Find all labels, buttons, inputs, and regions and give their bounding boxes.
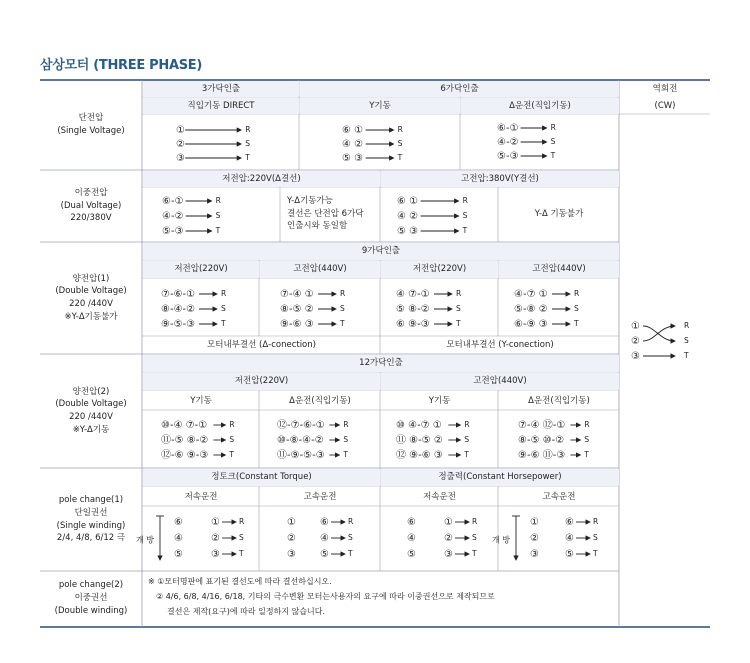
terminal-b2_y_low-2: ⑪-⑤ ⑧-② bbox=[161, 435, 209, 446]
header-delta-run: Δ운전(직입기동) bbox=[461, 98, 619, 114]
header-constant-torque: 정토크(Constant Torque) bbox=[143, 469, 380, 486]
header-b2-y-1: Y기동 bbox=[190, 395, 212, 406]
terminal-single_d-3: ⑤-③ bbox=[497, 151, 519, 162]
phase-p_chp_low_r-2: S bbox=[472, 533, 477, 542]
row-label-pole2: pole change(2) 이중권선 (Double winding) bbox=[54, 580, 128, 616]
phase-b2_y_low-3: T bbox=[229, 450, 234, 459]
phase-b2_d_low-1: R bbox=[343, 420, 349, 429]
terminal-b2_y_high-1: ⑩ ④-⑦ ① bbox=[396, 420, 442, 431]
terminal-b1_high2-1: ④-⑦ ① bbox=[514, 289, 548, 300]
reverse-arrow-2 bbox=[643, 326, 675, 341]
terminal-b1_high2-2: ⑤-⑧ ② bbox=[514, 304, 548, 315]
terminal-b2_y_high-3: ⑫ ⑨-⑥ ③ bbox=[396, 450, 443, 461]
phase-b2_d_low-3: T bbox=[343, 450, 348, 459]
header-direct: 직입기동 DIRECT bbox=[143, 98, 299, 114]
terminal-p_ct_low_l-2: ④ bbox=[174, 533, 183, 544]
terminal-p_ct_high_l-1: ① bbox=[287, 517, 296, 528]
phase-b2_y_low-2: S bbox=[229, 435, 235, 444]
terminal-b2_d_low-2: ⑩-⑧-④-② bbox=[277, 435, 324, 446]
header-b1-high-1: 고전압(440V) bbox=[260, 261, 380, 278]
row-label-double2: 양전압(2) (Double Voltage) 220 /440V ※Y-Δ기동 bbox=[55, 386, 127, 435]
phase-b1_low1-3: T bbox=[221, 319, 226, 328]
terminal-b2_y_low-1: ⑩-④ ⑦-① bbox=[161, 420, 208, 431]
terminal-b2_d_high-1: ⑦-④ ⑫-① bbox=[518, 420, 566, 431]
terminal-dual_high-2: ④ ② bbox=[397, 211, 419, 222]
phase-p_ct_low_r-2: S bbox=[239, 533, 244, 542]
reverse-arrow-1 bbox=[643, 326, 675, 341]
phase-single_y-2: S bbox=[397, 139, 403, 148]
terminal-p_chp_high_l-2: ② bbox=[530, 533, 539, 544]
dual-note-yd-possible: Y-Δ기동가능 결선은 단전압 6가닥 인출시와 동일함 bbox=[287, 195, 364, 232]
reverse-terminal-2: ② bbox=[631, 336, 640, 347]
reverse-phase-r: R bbox=[684, 321, 690, 330]
terminal-b1_high2-3: ⑥-⑨ ③ bbox=[514, 319, 548, 330]
header-b1-low-2: 저전압(220V) bbox=[381, 261, 498, 278]
phase-b2_d_low-2: S bbox=[343, 435, 349, 444]
phase-dual_high-3: T bbox=[462, 226, 468, 235]
internal-delta: 모터내부결선 (Δ-conection) bbox=[207, 339, 316, 350]
phase-single_y-3: T bbox=[397, 153, 403, 162]
terminal-p_chp_low_r-2: ② bbox=[444, 533, 453, 544]
header-chp-low: 저속운전 bbox=[423, 491, 456, 502]
phase-b1_low1-2: S bbox=[221, 304, 226, 313]
header-reverse: 역회전 bbox=[652, 83, 678, 94]
phase-p_ct_high_r-1: R bbox=[348, 517, 354, 526]
terminal-b2_d_high-2: ⑧-⑤ ⑩-② bbox=[518, 435, 565, 446]
phase-p_chp_low_r-1: R bbox=[472, 517, 478, 526]
reverse-terminal-3: ③ bbox=[631, 351, 640, 362]
phase-p_chp_high_r-3: T bbox=[593, 549, 598, 558]
terminal-p_ct_high_l-2: ② bbox=[287, 533, 296, 544]
phase-b2_d_high-2: S bbox=[584, 435, 590, 444]
phase-dual_high-1: R bbox=[462, 196, 468, 205]
phase-p_chp_high_r-1: R bbox=[593, 517, 599, 526]
terminal-b2_d_low-1: ⑫-⑦-⑥-① bbox=[277, 420, 325, 431]
terminal-b1_low2-3: ⑥ ⑨-③ bbox=[396, 319, 430, 330]
header-b2-low: 저전압(220V) bbox=[143, 373, 380, 390]
terminal-p_chp_low_l-1: ⑥ bbox=[407, 517, 416, 528]
terminal-p_ct_high_r-3: ⑤ bbox=[320, 549, 329, 560]
terminal-b2_y_high-2: ⑪ ⑧-⑤ ② bbox=[396, 435, 443, 446]
phase-b1_high1-3: T bbox=[340, 319, 345, 328]
header-b1-high-2: 고전압(440V) bbox=[499, 261, 619, 278]
open-label: 개 방 bbox=[136, 535, 154, 545]
terminal-single_d-1: ⑥-① bbox=[497, 123, 519, 134]
header-9-leads: 9가닥인출 bbox=[143, 243, 619, 260]
header-constant-hp: 정출력(Constant Horsepower) bbox=[381, 469, 619, 486]
phase-p_chp_low_r-3: T bbox=[472, 549, 477, 558]
terminal-single_y-3: ⑤ ③ bbox=[342, 153, 364, 164]
terminal-p_chp_low_l-2: ④ bbox=[407, 533, 416, 544]
phase-dual_high-2: S bbox=[462, 211, 468, 220]
phase-single_direct-3: T bbox=[245, 153, 250, 162]
header-12-leads: 12가닥인출 bbox=[143, 355, 619, 372]
terminal-single_y-1: ⑥ ① bbox=[342, 125, 364, 136]
phase-p_chp_high_r-2: S bbox=[593, 533, 598, 542]
terminal-b1_low2-1: ④ ⑦-① bbox=[396, 289, 430, 300]
footnote-3: 결선은 제작(요구)에 따라 일정하지 않습니다. bbox=[167, 607, 326, 616]
phase-p_ct_high_r-3: T bbox=[348, 549, 353, 558]
phase-single_direct-2: S bbox=[245, 139, 250, 148]
header-reverse-cw: (CW) bbox=[654, 100, 676, 111]
terminal-p_chp_low_l-3: ⑤ bbox=[407, 549, 416, 560]
phase-b1_high1-1: R bbox=[340, 289, 346, 298]
row-label-double1: 양전압(1) (Double Voltage) 220 /440V ※Y-Δ기동불가 bbox=[55, 273, 127, 322]
terminal-single_direct-2: ② bbox=[176, 139, 185, 150]
open-label: 개 방 bbox=[492, 535, 510, 545]
terminal-b1_high1-2: ⑧-⑤ ② bbox=[280, 304, 314, 315]
phase-b2_d_high-3: T bbox=[584, 450, 589, 459]
phase-dual_low-1: R bbox=[215, 196, 221, 205]
terminal-p_chp_low_r-1: ① bbox=[444, 517, 453, 528]
phase-b1_low2-3: T bbox=[456, 319, 461, 328]
header-dual-high: 고전압:380V(Y결선) bbox=[381, 171, 619, 187]
terminal-single_d-2: ④-② bbox=[497, 137, 519, 148]
header-b1-low-1: 저전압(220V) bbox=[143, 261, 259, 278]
header-ct-low: 저속운전 bbox=[184, 491, 218, 502]
phase-b1_low1-1: R bbox=[221, 289, 227, 298]
terminal-p_ct_high_r-2: ④ bbox=[320, 533, 329, 544]
terminal-p_chp_high_r-2: ④ bbox=[565, 533, 574, 544]
header-b2-d-2: Δ운전(직입기동) bbox=[528, 395, 590, 406]
reverse-terminal-1: ① bbox=[631, 321, 640, 332]
terminal-dual_high-1: ⑥ ① bbox=[397, 196, 419, 207]
terminal-dual_high-3: ⑤ ③ bbox=[397, 226, 419, 237]
phase-b2_y_high-1: R bbox=[464, 420, 470, 429]
terminal-b2_y_low-3: ⑫-⑥ ⑨-③ bbox=[161, 450, 209, 461]
terminal-p_ct_high_r-1: ⑥ bbox=[320, 517, 329, 528]
row-label-dual: 이중전압 (Dual Voltage) 220/380V bbox=[60, 187, 122, 224]
terminal-p_ct_low_l-3: ⑤ bbox=[174, 549, 183, 560]
terminal-b1_high1-1: ⑦-④ ① bbox=[280, 289, 314, 300]
header-ct-high: 고속운전 bbox=[303, 491, 337, 502]
phase-b1_high2-1: R bbox=[574, 289, 580, 298]
page-title: 삼상모터 (THREE PHASE) bbox=[40, 58, 202, 73]
phase-single_y-1: R bbox=[397, 125, 403, 134]
reverse-phase-t: T bbox=[684, 351, 689, 360]
row-label-single: 단전압 (Single Voltage) bbox=[57, 113, 125, 136]
phase-p_ct_low_r-3: T bbox=[239, 549, 244, 558]
terminal-single_direct-3: ③ bbox=[176, 153, 185, 164]
phase-dual_low-2: S bbox=[215, 211, 221, 220]
phase-single_d-3: T bbox=[550, 151, 556, 160]
footnote-2: ② 4/6, 6/8, 4/16, 6/18, 기타의 극수변환 모터는사용자의 요구에 따라 이중권선으로 제작되므로 bbox=[156, 592, 495, 601]
terminal-single_direct-1: ① bbox=[176, 125, 185, 136]
terminal-single_y-2: ④ ② bbox=[342, 139, 364, 150]
header-dual-low: 저전압:220V(Δ결선) bbox=[143, 171, 380, 187]
phase-single_d-2: S bbox=[550, 137, 556, 146]
phase-b1_high2-3: T bbox=[574, 319, 579, 328]
terminal-p_chp_high_l-1: ① bbox=[530, 517, 539, 528]
terminal-b1_low1-2: ⑧-④-② bbox=[161, 304, 196, 315]
terminal-dual_low-2: ④-② bbox=[162, 211, 184, 222]
terminal-b1_low1-3: ⑨-⑤-③ bbox=[161, 319, 196, 330]
reverse-phase-s: S bbox=[684, 336, 689, 345]
phase-b2_y_high-2: S bbox=[464, 435, 470, 444]
phase-single_d-1: R bbox=[550, 123, 556, 132]
terminal-p_ct_low_l-1: ⑥ bbox=[174, 517, 183, 528]
phase-dual_low-3: T bbox=[215, 226, 221, 235]
header-b2-d-1: Δ운전(직입기동) bbox=[289, 395, 351, 406]
terminal-b2_d_high-3: ⑨-⑥ ⑪-③ bbox=[518, 450, 566, 461]
internal-y: 모터내부결선 (Y-conection) bbox=[446, 339, 554, 350]
phase-b1_low2-1: R bbox=[456, 289, 462, 298]
terminal-b1_low2-2: ⑤ ⑧-② bbox=[396, 304, 430, 315]
phase-p_ct_high_r-2: S bbox=[348, 533, 353, 542]
terminal-p_ct_low_r-3: ③ bbox=[211, 549, 220, 560]
terminal-dual_low-1: ⑥-① bbox=[162, 196, 184, 207]
phase-b1_high1-2: S bbox=[340, 304, 345, 313]
dual-note-yd-impossible: Y-Δ 기동불가 bbox=[534, 208, 584, 219]
phase-b2_y_high-3: T bbox=[464, 450, 469, 459]
phase-single_direct-1: R bbox=[245, 125, 251, 134]
header-3-leads: 3가닥인출 bbox=[143, 81, 299, 97]
terminal-p_chp_high_l-3: ③ bbox=[530, 549, 539, 560]
terminal-dual_low-3: ⑤-③ bbox=[162, 226, 184, 237]
terminal-b2_d_low-3: ⑪-⑨-⑤-③ bbox=[277, 450, 325, 461]
terminal-p_ct_high_l-3: ③ bbox=[287, 549, 296, 560]
terminal-p_chp_low_r-3: ③ bbox=[444, 549, 453, 560]
phase-b1_high2-2: S bbox=[574, 304, 579, 313]
terminal-p_chp_high_r-1: ⑥ bbox=[565, 517, 574, 528]
terminal-p_chp_high_r-3: ⑤ bbox=[565, 549, 574, 560]
phase-b2_y_low-1: R bbox=[229, 420, 235, 429]
row-label-pole1: pole change(1) 단일권선 (Single winding) 2/4, 4/8, 6/12 극 bbox=[56, 495, 126, 544]
terminal-b1_low1-1: ⑦-⑥-① bbox=[161, 289, 196, 300]
header-b2-high: 고전압(440V) bbox=[381, 373, 619, 390]
terminal-p_ct_low_r-2: ② bbox=[211, 533, 220, 544]
terminal-b1_high1-3: ⑨-⑥ ③ bbox=[280, 319, 314, 330]
header-b2-y-2: Y기동 bbox=[428, 395, 451, 406]
header-chp-high: 고속운전 bbox=[542, 491, 576, 502]
phase-b1_low2-2: S bbox=[456, 304, 461, 313]
terminal-p_ct_low_r-1: ① bbox=[211, 517, 220, 528]
phase-p_ct_low_r-1: R bbox=[239, 517, 245, 526]
header-y-start: Y기동 bbox=[300, 98, 460, 114]
header-6-leads: 6가닥인출 bbox=[300, 81, 619, 97]
phase-b2_d_high-1: R bbox=[584, 420, 590, 429]
footnote-1: ※ ①모터명판에 표기된 결선도에 따라 결선하십시오. bbox=[148, 577, 332, 586]
